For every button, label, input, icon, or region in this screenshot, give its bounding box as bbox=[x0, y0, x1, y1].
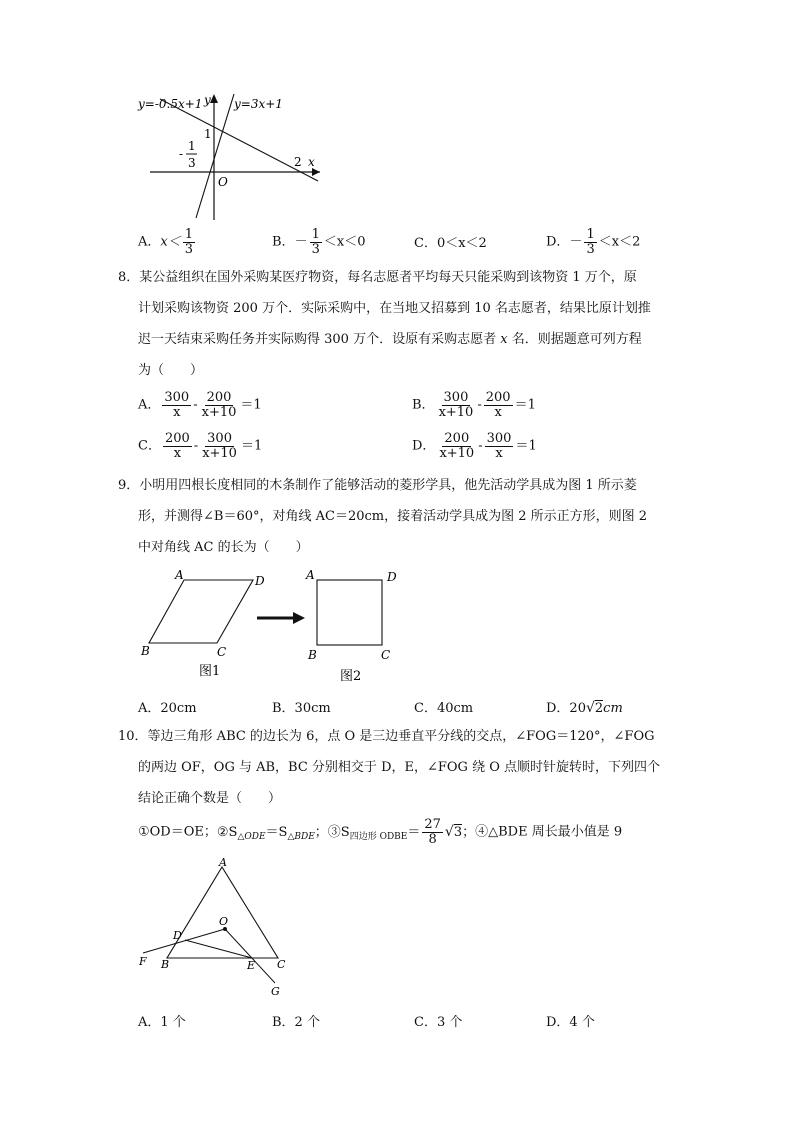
q10-line3: 结论正确个数是（ ） bbox=[138, 791, 282, 806]
q8-option-d[interactable]: D． $\frac{200}{x+10}$ - $\frac{300}{x}$ ＝1 bbox=[412, 431, 537, 461]
q9-line1: 9．小明用四根长度相同的木条制作了能够活动的菱形学具，他先活动学具成为图 1 所示菱 bbox=[118, 478, 637, 493]
svg-text:C: C bbox=[217, 645, 227, 659]
q8-line4: 为（ ） bbox=[138, 363, 204, 378]
q10-option-a[interactable]: A．1 个 bbox=[138, 1015, 186, 1030]
svg-text:B: B bbox=[308, 648, 317, 662]
q10-conclusions bbox=[138, 818, 622, 846]
q9-option-d[interactable]: D．20√2cm bbox=[546, 700, 623, 716]
q7-tick-1: 1 bbox=[204, 127, 212, 141]
q7-b-frac: $\frac{1}{3}$ bbox=[311, 227, 320, 257]
svg-text:C: C bbox=[277, 958, 286, 971]
q7-option-b[interactable]: B．－ $\frac{1}{3}$ ＜x＜0 bbox=[272, 227, 366, 257]
q7-tick-frac-num: 1 bbox=[188, 139, 196, 153]
q10-c2: $②S_{\triangle ODE}=S_{\triangle BDE}$； bbox=[216, 824, 328, 842]
q7-option-d[interactable]: D．－ $\frac{1}{3}$ ＜x＜2 bbox=[546, 227, 641, 257]
q9-option-b[interactable]: B．30cm bbox=[272, 701, 331, 716]
q9-option-c[interactable]: C．40cm bbox=[414, 701, 474, 716]
q10-figure bbox=[135, 855, 305, 1000]
svg-text:A: A bbox=[175, 568, 184, 582]
q10-c1: ①OD＝OE； bbox=[138, 824, 217, 840]
q10-c4: ④△BDE 周长最小值是 9 bbox=[475, 824, 623, 840]
svg-text:图1: 图1 bbox=[199, 664, 221, 679]
q10-option-b[interactable]: B．2 个 bbox=[272, 1015, 320, 1030]
q8-line2: 计划采购该物资 200 万个．实际采购中，在当地又招募到 10 名志愿者，结果比原计划推 bbox=[138, 301, 651, 316]
q8-option-c[interactable]: C． $\frac{200}{x}$ - $\frac{300}{x+10}$ ＝1 bbox=[138, 431, 263, 461]
svg-text:B: B bbox=[141, 644, 150, 658]
q7-a-frac: $\frac{1}{3}$ bbox=[184, 227, 194, 257]
q7-label-line2: y=3x+1 bbox=[234, 97, 283, 111]
svg-text:图2: 图2 bbox=[340, 669, 362, 684]
q10-option-d[interactable]: D．4 个 bbox=[546, 1015, 595, 1030]
q8-option-a[interactable]: A． $\frac{300}{x}$ - $\frac{200}{x+10}$ ＝1 bbox=[138, 390, 262, 420]
svg-text:G: G bbox=[271, 985, 280, 998]
q7-d-frac: $\frac{1}{3}$ bbox=[586, 227, 595, 257]
q10-line1: 10．等边三角形 ABC 的边长为 6，点 O 是三边垂直平分线的交点，∠FOG＝120°，∠FOG bbox=[118, 729, 655, 744]
q9-line2: 形，并测得∠B＝60°，对角线 AC＝20cm，接着活动学具成为图 2 所示正方形，则图 2 bbox=[138, 509, 648, 524]
svg-text:D: D bbox=[255, 574, 265, 588]
svg-text:O: O bbox=[219, 915, 229, 928]
svg-text:F: F bbox=[139, 955, 147, 968]
q7-origin: O bbox=[218, 175, 228, 189]
svg-text:A: A bbox=[306, 568, 315, 582]
q9-figures bbox=[135, 565, 415, 690]
q8-option-b[interactable]: B． $\frac{300}{x+10}$ - $\frac{200}{x}$ ＝1 bbox=[412, 390, 536, 420]
q7-option-a[interactable]: A．x＜ $\frac{1}{3}$ bbox=[138, 227, 194, 257]
svg-text:D: D bbox=[173, 929, 182, 942]
q10-option-c[interactable]: C．3 个 bbox=[414, 1015, 463, 1030]
q8-line3: 迟一天结束采购任务并实际购得 300 万个．设原有采购志愿者 x 名．则据题意可列方程 bbox=[138, 332, 642, 347]
q7-option-c[interactable]: C．0＜x＜2 bbox=[414, 236, 487, 251]
svg-text:A: A bbox=[219, 856, 227, 869]
q7-tick-frac-den: 3 bbox=[188, 156, 196, 170]
q8-line1: 8．某公益组织在国外采购某医疗物资，每名志愿者平均每天只能采购到该物资 1 万个，原 bbox=[118, 270, 637, 285]
svg-text:C: C bbox=[381, 648, 391, 662]
q7-axis-x: x bbox=[308, 155, 315, 169]
q9-option-a[interactable]: A．20cm bbox=[138, 701, 197, 716]
q10-line2: 的两边 OF，OG 与 AB，BC 分别相交于 D，E，∠FOG 绕 O 点顺时针旋转时，下列四个 bbox=[138, 760, 660, 775]
svg-text:E: E bbox=[247, 959, 256, 972]
svg-text:D: D bbox=[387, 570, 397, 584]
q10-c3: $③S_{四边形 ODBE}=$ $\frac{27}{8}$ √3； bbox=[327, 817, 476, 847]
q7-axis-y: y bbox=[204, 93, 211, 107]
svg-text:B: B bbox=[161, 958, 170, 971]
q7-tick-2: 2 bbox=[294, 155, 302, 169]
q7-label-line1: y=-0.5x+1 bbox=[138, 97, 203, 111]
q9-line3: 中对角线 AC 的长为（ ） bbox=[138, 540, 309, 555]
q7-graph bbox=[130, 88, 330, 223]
q7-tick-neg: - bbox=[179, 147, 184, 161]
